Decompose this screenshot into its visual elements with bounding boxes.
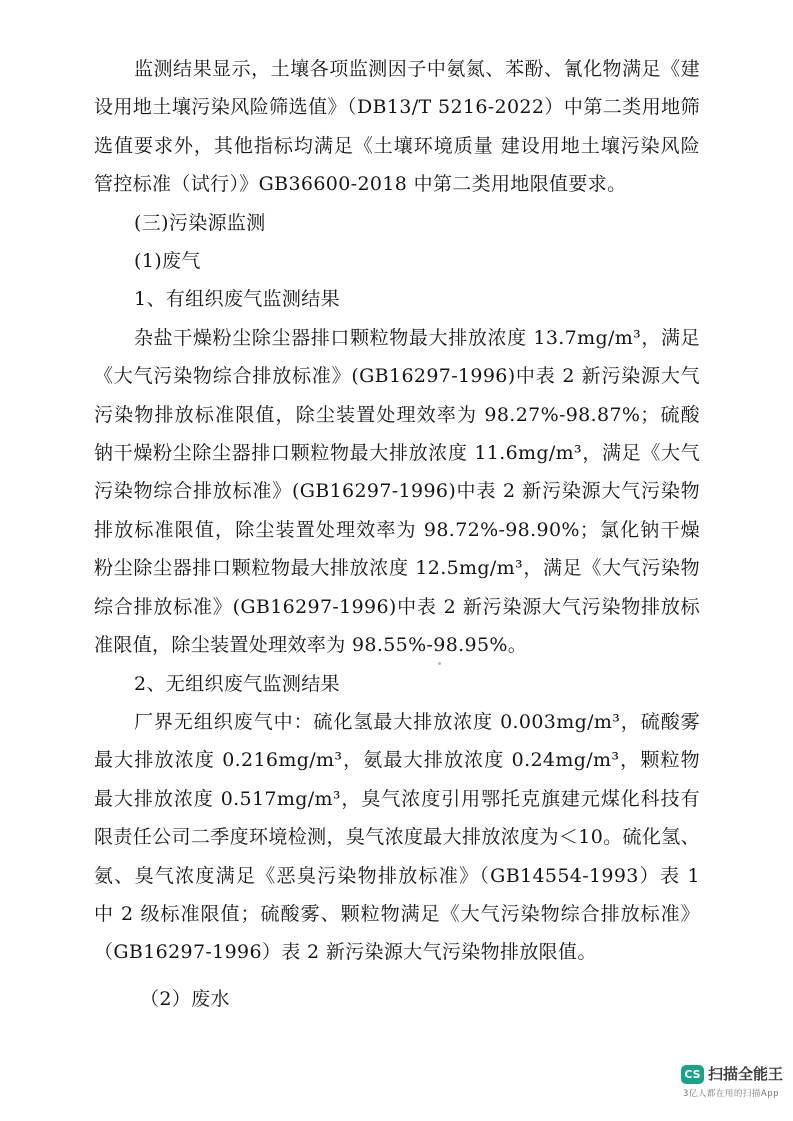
pollution-source-monitoring-heading: (三)污染源监测 (134, 211, 266, 234)
scan-speck (438, 662, 441, 665)
waste-gas-heading: (1)废气 (134, 250, 201, 273)
waste-water-heading: （2）废水 (140, 987, 230, 1010)
camscanner-logo-icon: CS (681, 1065, 704, 1084)
watermark-subtitle: 3亿人都在用的扫描App (683, 1089, 780, 1099)
document-body (94, 50, 700, 1018)
watermark-title: 扫描全能王 (708, 1065, 784, 1083)
organized-waste-gas-heading: 1、有组织废气监测结果 (134, 288, 340, 311)
unorganized-waste-gas-paragraph: 厂界无组织废气中：硫化氢最大排放浓度 0.003mg/m³，硫酸雾最大排放浓度 0.216mg/m³，氨最大排放浓度 0.24mg/m³，颗粒物最大排放浓度 0.517mg/m³，臭气浓度引用鄂托克旗建元煤化科技有限责任公司二季度环境检测，臭气浓度最大排放浓度为＜10。硫化氢、氨、臭气浓度满足《恶臭污染物排放标准》（GB14554-1993）表 1 中 2 级标准限值；硫酸雾、颗粒物满足《大气污染物综合排放标准》（GB16297-1996）表 2 新污染源大气污染物排放限值。 (94, 710, 700, 964)
soil-monitoring-conclusion-paragraph: 监测结果显示，土壤各项监测因子中氨氮、苯酚、氰化物满足《建设用地土壤污染风险筛选值》（DB13/T 5216-2022）中第二类用地筛选值要求外，其他指标均满足《土壤环境质量 建设用地土壤污染风险管控标准（试行）》GB36600-2018 中第二类用地限值要求。 (94, 58, 700, 196)
organized-waste-gas-paragraph: 杂盐干燥粉尘除尘器排口颗粒物最大排放浓度 13.7mg/m³，满足《大气污染物综合排放标准》(GB16297-1996)中表 2 新污染源大气污染物排放标准限值，除尘装置处理效率为 98.27%-98.87%；硫酸钠干燥粉尘除尘器排口颗粒物最大排放浓度 11.6mg/m³，满足《大气污染物综合排放标准》(GB16297-1996)中表 2 新污染源大气污染物排放标准限值，除尘装置处理效率为 98.72%-98.90%；氯化钠干燥粉尘除尘器排口颗粒物最大排放浓度 12.5mg/m³，满足《大气污染物综合排放标准》(GB16297-1996)中表 2 新污染源大气污染物排放标准限值，除尘装置处理效率为 98.55%-98.95%。 (94, 326, 700, 657)
unorganized-waste-gas-heading: 2、无组织废气监测结果 (134, 672, 340, 695)
camscanner-watermark (681, 1065, 784, 1107)
